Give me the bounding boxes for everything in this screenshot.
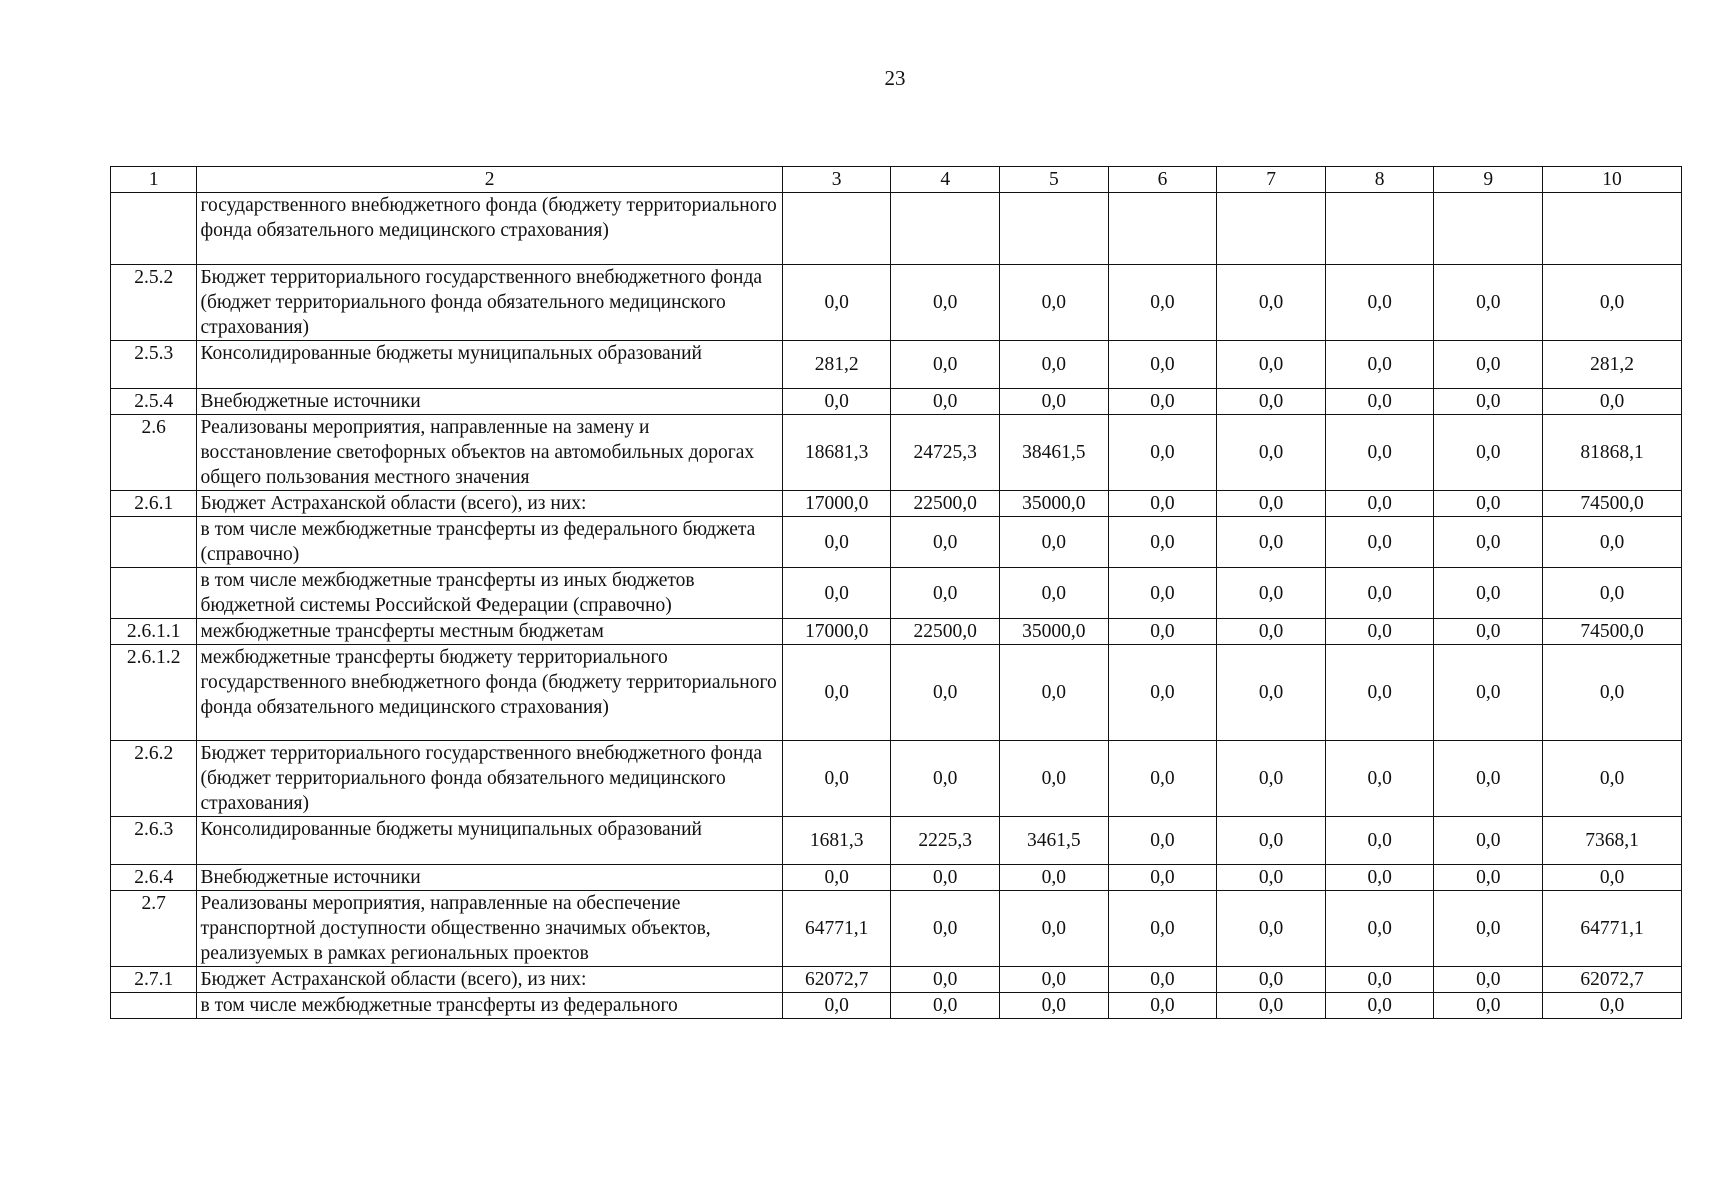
row-number-cell bbox=[111, 517, 197, 568]
column-header-6: 6 bbox=[1108, 167, 1217, 193]
row-label-cell: в том числе межбюджетные трансферты из федерального bbox=[197, 993, 782, 1019]
table-row bbox=[111, 993, 1682, 1019]
value-cell-col-4: 0,0 bbox=[891, 568, 1000, 619]
value-cell-col-10: 0,0 bbox=[1543, 568, 1682, 619]
value-cell-col-9: 0,0 bbox=[1434, 619, 1543, 645]
column-header-4: 4 bbox=[891, 167, 1000, 193]
table-row bbox=[111, 517, 1682, 568]
value-cell-col-8: 0,0 bbox=[1325, 568, 1434, 619]
row-label-cell: Бюджет территориального государственного внебюджетного фонда (бюджет территориального фонда обязательного медицинского страхования) bbox=[197, 265, 782, 341]
value-cell-col-3: 0,0 bbox=[782, 645, 891, 741]
column-header-3: 3 bbox=[782, 167, 891, 193]
row-label-cell: межбюджетные трансферты местным бюджетам bbox=[197, 619, 782, 645]
value-cell-col-5: 0,0 bbox=[1000, 265, 1109, 341]
value-cell-col-7: 0,0 bbox=[1217, 741, 1326, 817]
table-row bbox=[111, 967, 1682, 993]
row-number-cell: 2.7.1 bbox=[111, 967, 197, 993]
value-cell-col-10: 0,0 bbox=[1543, 645, 1682, 741]
row-label-cell: в том числе межбюджетные трансферты из федерального бюджета (справочно) bbox=[197, 517, 782, 568]
value-cell-col-8: 0,0 bbox=[1325, 741, 1434, 817]
column-header-2: 2 bbox=[197, 167, 782, 193]
value-cell-col-9: 0,0 bbox=[1434, 967, 1543, 993]
value-cell-col-3: 0,0 bbox=[782, 741, 891, 817]
value-cell-col-10: 64771,1 bbox=[1543, 891, 1682, 967]
header-row bbox=[111, 167, 1682, 193]
row-number-cell: 2.6 bbox=[111, 415, 197, 491]
value-cell-col-9: 0,0 bbox=[1434, 517, 1543, 568]
value-cell-col-10: 0,0 bbox=[1543, 517, 1682, 568]
value-cell-col-4: 2225,3 bbox=[891, 817, 1000, 865]
value-cell-col-7: 0,0 bbox=[1217, 967, 1326, 993]
value-cell-col-3: 0,0 bbox=[782, 993, 891, 1019]
table-row bbox=[111, 265, 1682, 341]
row-number-cell: 2.5.4 bbox=[111, 389, 197, 415]
row-label-cell: Внебюджетные источники bbox=[197, 865, 782, 891]
column-header-5: 5 bbox=[1000, 167, 1109, 193]
value-cell-col-4: 0,0 bbox=[891, 341, 1000, 389]
value-cell-col-10 bbox=[1543, 193, 1682, 265]
value-cell-col-3: 0,0 bbox=[782, 568, 891, 619]
value-cell-col-4: 0,0 bbox=[891, 993, 1000, 1019]
value-cell-col-6: 0,0 bbox=[1108, 491, 1217, 517]
value-cell-col-5: 0,0 bbox=[1000, 389, 1109, 415]
value-cell-col-8: 0,0 bbox=[1325, 891, 1434, 967]
table-row bbox=[111, 193, 1682, 265]
table-row bbox=[111, 645, 1682, 741]
value-cell-col-8: 0,0 bbox=[1325, 619, 1434, 645]
row-label-cell: Реализованы мероприятия, направленные на замену и восстановление светофорных объектов на автомобильных дорогах общего пользования местного значения bbox=[197, 415, 782, 491]
value-cell-col-4: 0,0 bbox=[891, 645, 1000, 741]
value-cell-col-5: 0,0 bbox=[1000, 517, 1109, 568]
value-cell-col-6: 0,0 bbox=[1108, 619, 1217, 645]
value-cell-col-5: 0,0 bbox=[1000, 341, 1109, 389]
value-cell-col-10: 0,0 bbox=[1543, 993, 1682, 1019]
value-cell-col-9: 0,0 bbox=[1434, 415, 1543, 491]
column-header-8: 8 bbox=[1325, 167, 1434, 193]
value-cell-col-8: 0,0 bbox=[1325, 265, 1434, 341]
value-cell-col-7 bbox=[1217, 193, 1326, 265]
value-cell-col-4: 0,0 bbox=[891, 517, 1000, 568]
value-cell-col-3 bbox=[782, 193, 891, 265]
value-cell-col-10: 281,2 bbox=[1543, 341, 1682, 389]
row-number-cell: 2.6.1.1 bbox=[111, 619, 197, 645]
value-cell-col-8: 0,0 bbox=[1325, 993, 1434, 1019]
value-cell-col-5: 0,0 bbox=[1000, 993, 1109, 1019]
value-cell-col-4: 0,0 bbox=[891, 389, 1000, 415]
value-cell-col-8: 0,0 bbox=[1325, 645, 1434, 741]
row-number-cell bbox=[111, 193, 197, 265]
value-cell-col-8: 0,0 bbox=[1325, 491, 1434, 517]
row-number-cell: 2.6.3 bbox=[111, 817, 197, 865]
value-cell-col-3: 64771,1 bbox=[782, 891, 891, 967]
value-cell-col-4: 0,0 bbox=[891, 741, 1000, 817]
value-cell-col-6: 0,0 bbox=[1108, 568, 1217, 619]
value-cell-col-9: 0,0 bbox=[1434, 817, 1543, 865]
value-cell-col-7: 0,0 bbox=[1217, 645, 1326, 741]
value-cell-col-9: 0,0 bbox=[1434, 891, 1543, 967]
value-cell-col-9 bbox=[1434, 193, 1543, 265]
table-row bbox=[111, 891, 1682, 967]
value-cell-col-7: 0,0 bbox=[1217, 415, 1326, 491]
value-cell-col-10: 7368,1 bbox=[1543, 817, 1682, 865]
value-cell-col-8: 0,0 bbox=[1325, 517, 1434, 568]
value-cell-col-3: 0,0 bbox=[782, 389, 891, 415]
row-label-cell: межбюджетные трансферты бюджету территориального государственного внебюджетного фонда (бюджету территориального фонда обязательного медицинского страхования) bbox=[197, 645, 782, 741]
value-cell-col-5: 0,0 bbox=[1000, 645, 1109, 741]
column-header-7: 7 bbox=[1217, 167, 1326, 193]
row-number-cell: 2.6.4 bbox=[111, 865, 197, 891]
value-cell-col-4: 0,0 bbox=[891, 891, 1000, 967]
table-row bbox=[111, 341, 1682, 389]
value-cell-col-5: 35000,0 bbox=[1000, 491, 1109, 517]
value-cell-col-5: 38461,5 bbox=[1000, 415, 1109, 491]
value-cell-col-7: 0,0 bbox=[1217, 568, 1326, 619]
value-cell-col-5 bbox=[1000, 193, 1109, 265]
value-cell-col-6 bbox=[1108, 193, 1217, 265]
value-cell-col-9: 0,0 bbox=[1434, 389, 1543, 415]
value-cell-col-5: 0,0 bbox=[1000, 568, 1109, 619]
table-row bbox=[111, 491, 1682, 517]
value-cell-col-6: 0,0 bbox=[1108, 265, 1217, 341]
value-cell-col-6: 0,0 bbox=[1108, 865, 1217, 891]
value-cell-col-10: 74500,0 bbox=[1543, 491, 1682, 517]
value-cell-col-6: 0,0 bbox=[1108, 891, 1217, 967]
row-label-cell: Бюджет Астраханской области (всего), из них: bbox=[197, 491, 782, 517]
budget-table bbox=[110, 166, 1682, 1019]
row-number-cell: 2.6.1.2 bbox=[111, 645, 197, 741]
value-cell-col-10: 0,0 bbox=[1543, 389, 1682, 415]
value-cell-col-7: 0,0 bbox=[1217, 389, 1326, 415]
value-cell-col-10: 81868,1 bbox=[1543, 415, 1682, 491]
value-cell-col-7: 0,0 bbox=[1217, 265, 1326, 341]
table-row bbox=[111, 865, 1682, 891]
value-cell-col-8: 0,0 bbox=[1325, 967, 1434, 993]
table-row bbox=[111, 817, 1682, 865]
value-cell-col-9: 0,0 bbox=[1434, 993, 1543, 1019]
value-cell-col-9: 0,0 bbox=[1434, 491, 1543, 517]
page-number: 23 bbox=[884, 66, 906, 90]
value-cell-col-6: 0,0 bbox=[1108, 645, 1217, 741]
value-cell-col-6: 0,0 bbox=[1108, 517, 1217, 568]
value-cell-col-8: 0,0 bbox=[1325, 389, 1434, 415]
value-cell-col-3: 0,0 bbox=[782, 517, 891, 568]
row-number-cell: 2.7 bbox=[111, 891, 197, 967]
value-cell-col-3: 18681,3 bbox=[782, 415, 891, 491]
value-cell-col-4: 0,0 bbox=[891, 265, 1000, 341]
value-cell-col-9: 0,0 bbox=[1434, 645, 1543, 741]
value-cell-col-7: 0,0 bbox=[1217, 491, 1326, 517]
table-row bbox=[111, 568, 1682, 619]
row-label-cell: в том числе межбюджетные трансферты из иных бюджетов бюджетной системы Российской Федерации (справочно) bbox=[197, 568, 782, 619]
column-header-10: 10 bbox=[1543, 167, 1682, 193]
value-cell-col-6: 0,0 bbox=[1108, 389, 1217, 415]
row-label-cell: Бюджет территориального государственного внебюджетного фонда (бюджет территориального фонда обязательного медицинского страхования) bbox=[197, 741, 782, 817]
value-cell-col-8: 0,0 bbox=[1325, 341, 1434, 389]
value-cell-col-6: 0,0 bbox=[1108, 993, 1217, 1019]
table-body bbox=[111, 193, 1682, 1019]
column-header-9: 9 bbox=[1434, 167, 1543, 193]
value-cell-col-10: 0,0 bbox=[1543, 865, 1682, 891]
value-cell-col-7: 0,0 bbox=[1217, 619, 1326, 645]
value-cell-col-4 bbox=[891, 193, 1000, 265]
row-number-cell bbox=[111, 993, 197, 1019]
value-cell-col-3: 17000,0 bbox=[782, 619, 891, 645]
value-cell-col-5: 0,0 bbox=[1000, 967, 1109, 993]
table-row bbox=[111, 741, 1682, 817]
value-cell-col-4: 0,0 bbox=[891, 967, 1000, 993]
value-cell-col-5: 0,0 bbox=[1000, 741, 1109, 817]
value-cell-col-7: 0,0 bbox=[1217, 517, 1326, 568]
value-cell-col-7: 0,0 bbox=[1217, 341, 1326, 389]
value-cell-col-8: 0,0 bbox=[1325, 817, 1434, 865]
row-number-cell: 2.6.1 bbox=[111, 491, 197, 517]
row-number-cell: 2.6.2 bbox=[111, 741, 197, 817]
row-number-cell: 2.5.3 bbox=[111, 341, 197, 389]
row-label-cell: Бюджет Астраханской области (всего), из них: bbox=[197, 967, 782, 993]
value-cell-col-3: 0,0 bbox=[782, 265, 891, 341]
value-cell-col-9: 0,0 bbox=[1434, 265, 1543, 341]
value-cell-col-9: 0,0 bbox=[1434, 341, 1543, 389]
value-cell-col-3: 0,0 bbox=[782, 865, 891, 891]
value-cell-col-6: 0,0 bbox=[1108, 967, 1217, 993]
value-cell-col-6: 0,0 bbox=[1108, 341, 1217, 389]
value-cell-col-9: 0,0 bbox=[1434, 568, 1543, 619]
value-cell-col-4: 24725,3 bbox=[891, 415, 1000, 491]
value-cell-col-10: 62072,7 bbox=[1543, 967, 1682, 993]
column-header-1: 1 bbox=[111, 167, 197, 193]
table-row bbox=[111, 619, 1682, 645]
row-number-cell: 2.5.2 bbox=[111, 265, 197, 341]
table-row bbox=[111, 415, 1682, 491]
table-row bbox=[111, 389, 1682, 415]
value-cell-col-9: 0,0 bbox=[1434, 741, 1543, 817]
row-number-cell bbox=[111, 568, 197, 619]
value-cell-col-6: 0,0 bbox=[1108, 415, 1217, 491]
value-cell-col-3: 1681,3 bbox=[782, 817, 891, 865]
row-label-cell: Реализованы мероприятия, направленные на обеспечение транспортной доступности общественно значимых объектов, реализуемых в рамках региональных проектов bbox=[197, 891, 782, 967]
value-cell-col-3: 62072,7 bbox=[782, 967, 891, 993]
value-cell-col-5: 0,0 bbox=[1000, 865, 1109, 891]
value-cell-col-5: 35000,0 bbox=[1000, 619, 1109, 645]
value-cell-col-7: 0,0 bbox=[1217, 817, 1326, 865]
value-cell-col-8 bbox=[1325, 193, 1434, 265]
value-cell-col-8: 0,0 bbox=[1325, 865, 1434, 891]
value-cell-col-5: 3461,5 bbox=[1000, 817, 1109, 865]
row-label-cell: Консолидированные бюджеты муниципальных образований bbox=[197, 817, 782, 865]
value-cell-col-4: 22500,0 bbox=[891, 491, 1000, 517]
value-cell-col-6: 0,0 bbox=[1108, 817, 1217, 865]
value-cell-col-5: 0,0 bbox=[1000, 891, 1109, 967]
row-label-cell: Внебюджетные источники bbox=[197, 389, 782, 415]
budget-table-container bbox=[110, 166, 1682, 1019]
value-cell-col-3: 281,2 bbox=[782, 341, 891, 389]
value-cell-col-8: 0,0 bbox=[1325, 415, 1434, 491]
value-cell-col-10: 74500,0 bbox=[1543, 619, 1682, 645]
value-cell-col-9: 0,0 bbox=[1434, 865, 1543, 891]
row-label-cell: государственного внебюджетного фонда (бюджету территориального фонда обязательного медицинского страхования) bbox=[197, 193, 782, 265]
value-cell-col-4: 22500,0 bbox=[891, 619, 1000, 645]
value-cell-col-7: 0,0 bbox=[1217, 865, 1326, 891]
value-cell-col-7: 0,0 bbox=[1217, 891, 1326, 967]
value-cell-col-7: 0,0 bbox=[1217, 993, 1326, 1019]
value-cell-col-10: 0,0 bbox=[1543, 265, 1682, 341]
row-label-cell: Консолидированные бюджеты муниципальных образований bbox=[197, 341, 782, 389]
value-cell-col-10: 0,0 bbox=[1543, 741, 1682, 817]
value-cell-col-6: 0,0 bbox=[1108, 741, 1217, 817]
value-cell-col-3: 17000,0 bbox=[782, 491, 891, 517]
value-cell-col-4: 0,0 bbox=[891, 865, 1000, 891]
